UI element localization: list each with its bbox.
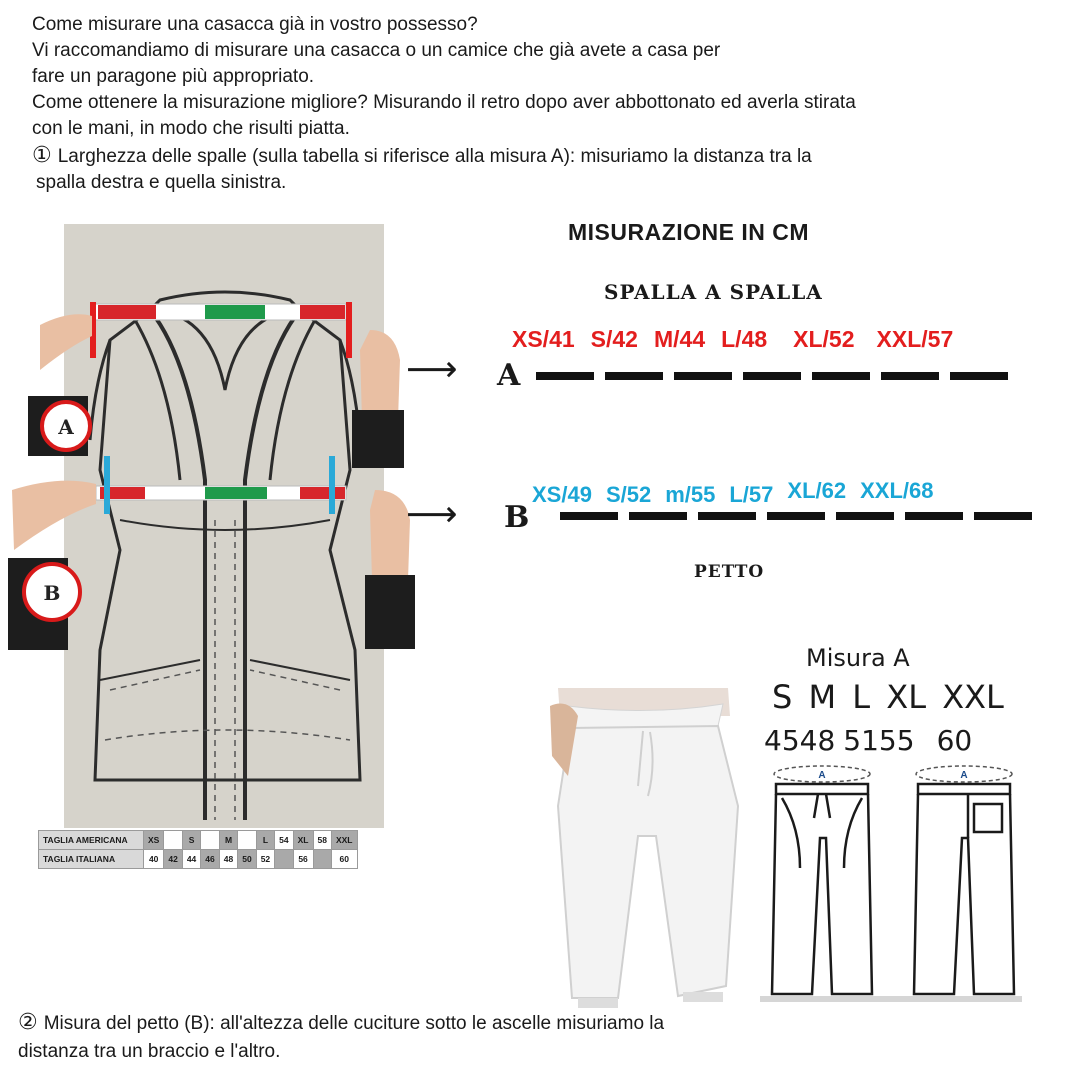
chest-label: PETTO — [694, 562, 765, 582]
table-cell: 44 — [182, 850, 200, 869]
misura-value: 48 — [799, 724, 836, 757]
size-b-item: L/57 — [729, 482, 774, 507]
size-a-item: M/44 — [653, 326, 706, 352]
misura-values — [764, 724, 978, 757]
intro-line: Come misurare una casacca già in vostro possesso? — [32, 14, 478, 35]
table-cell: 58 — [313, 831, 331, 850]
size-a-item: L/48 — [721, 326, 768, 352]
table-cell: 50 — [238, 850, 256, 869]
step1-line: spalla destra e quella sinistra. — [36, 172, 287, 193]
row-a-dashes — [536, 372, 1012, 382]
table-cell: XL — [293, 831, 313, 850]
intro-line: con le mani, in modo che risulti piatta. — [32, 118, 350, 139]
misura-value: 45 — [764, 724, 800, 757]
size-a-item: XS/41 — [512, 326, 575, 352]
step1-marker: ① — [32, 142, 52, 167]
arrow-right-icon: ⟶ — [406, 493, 458, 534]
size-a-item: S/42 — [590, 326, 638, 352]
size-b-item: XL/62 — [787, 478, 847, 503]
table-cell: M — [219, 831, 237, 850]
row-b-letter: B — [504, 500, 530, 535]
table-row — [39, 850, 358, 869]
size-b-item: XS/49 — [532, 482, 592, 507]
intro-line: Vi raccomandiamo di misurare una casacca o un camice che già avete a casa per — [32, 40, 721, 61]
jacket-measuring-image — [0, 220, 450, 830]
pants-technical-drawing — [760, 758, 1022, 1008]
arrow-right-icon: ⟶ — [406, 348, 458, 389]
step2-text: Misura del petto (B): all'altezza delle cuciture sotto le ascelle misuriamo la — [43, 1013, 665, 1034]
table-cell: 42 — [164, 850, 182, 869]
table-cell: 54 — [275, 831, 293, 850]
table-cell: 40 — [144, 850, 164, 869]
drawing-label-a: A — [960, 770, 968, 781]
size-b-item: XXL/68 — [860, 478, 934, 503]
table-cell — [238, 831, 256, 850]
step1-line — [32, 142, 1042, 170]
table-cell: 48 — [219, 850, 237, 869]
table-cell: 56 — [293, 850, 313, 869]
table-cell: XS — [144, 831, 164, 850]
table-row — [39, 831, 358, 850]
size-b-item: S/52 — [605, 482, 652, 507]
pants-photo — [538, 686, 750, 1008]
size-a-item: XL/52 — [793, 326, 855, 352]
table-cell: L — [256, 831, 274, 850]
misura-title: Misura A — [806, 644, 910, 672]
size-b-item: m/55 — [665, 482, 716, 507]
table-cell: 60 — [331, 850, 357, 869]
table-cell — [164, 831, 182, 850]
step2-line — [18, 1008, 1058, 1038]
size-conversion-table — [38, 830, 358, 869]
intro-line: Come ottenere la misurazione migliore? Misurando il retro dopo aver abbottonato ed averla stirata — [32, 92, 856, 113]
label-a: A — [58, 415, 74, 439]
table-cell — [313, 850, 331, 869]
table-cell — [275, 850, 293, 869]
row-b-sizes — [532, 478, 947, 507]
table-cell: XXL — [331, 831, 357, 850]
misura-value: 51 — [843, 724, 879, 757]
step1-text: Larghezza delle spalle (sulla tabella si riferisce alla misura A): misuriamo la distanza tra la — [57, 146, 812, 167]
step2-line: distanza tra un braccio e l'altro. — [18, 1041, 281, 1062]
table-cell: S — [182, 831, 200, 850]
table-cell — [201, 831, 219, 850]
row-a-letter: A — [497, 358, 521, 393]
size-a-item: XXL/57 — [876, 326, 954, 352]
intro-line: fare un paragone più appropriato. — [32, 66, 315, 87]
intro-text — [32, 12, 1042, 196]
row-b-dashes — [560, 512, 1036, 522]
misura-sizes: S M L XL XXL — [772, 678, 1004, 716]
shoulder-label: SPALLA A SPALLA — [604, 280, 823, 304]
table-cell: 52 — [256, 850, 274, 869]
drawing-label-a: A — [818, 770, 826, 781]
misura-value: 55 — [878, 724, 915, 757]
misura-value: 60 — [936, 724, 973, 757]
table-cell: 46 — [201, 850, 219, 869]
italian-label: TAGLIA ITALIANA — [39, 850, 144, 869]
american-label: TAGLIA AMERICANA — [39, 831, 144, 850]
label-b: B — [43, 581, 61, 605]
footer-text — [18, 1008, 1058, 1066]
row-a-sizes — [512, 326, 969, 353]
step2-marker: ② — [18, 1009, 38, 1034]
chart-title: MISURAZIONE IN CM — [568, 219, 810, 245]
